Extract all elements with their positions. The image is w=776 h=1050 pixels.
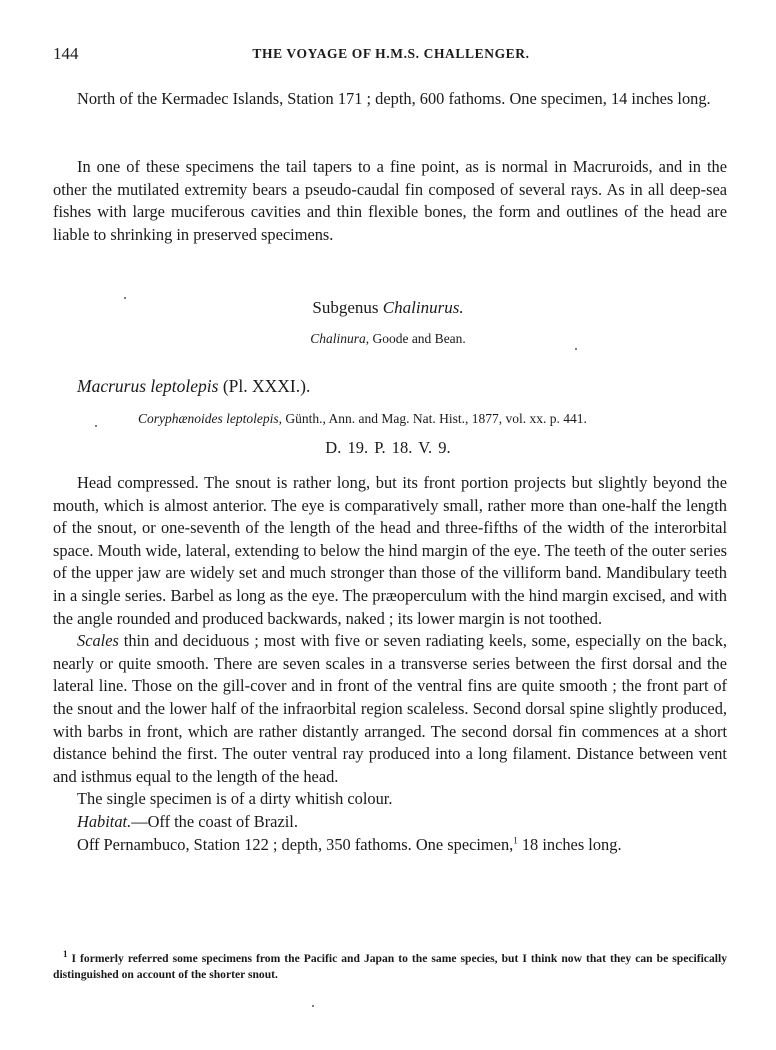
description-scales: [53, 630, 727, 788]
habitat-text: —Off the coast of Brazil.: [131, 811, 298, 831]
habitat-label: Habitat.: [77, 811, 132, 831]
subgenus-synonym-authors: , Goode and Bean.: [365, 331, 466, 346]
paragraph-station-171: North of the Kermadec Islands, Station 171 ; depth, 600 fathoms. One specimen, 14 inches long.: [77, 89, 711, 108]
scales-label: Scales: [77, 631, 119, 651]
subgenus-synonym: [0, 331, 776, 347]
species-plate: (Pl. XXXI.).: [218, 376, 311, 396]
speck-mark: [312, 1005, 314, 1007]
page-number: 144: [53, 44, 79, 63]
description-colour: The single specimen is of a dirty whitish colour.: [77, 789, 393, 809]
species-description: [53, 472, 727, 856]
station-text-end: 18 inches long.: [517, 834, 622, 854]
scales-text: thin and deciduous ; most with five or seven radiating keels, some, especially on the back, nearly or quite smooth. There are seven scales in a transverse series between the first dorsal and the lateral line. Those on the gill-cover and in front of the ventral fins are quite smooth ; the front part of the snout and the lower half of the infraorbital region scaleless. Second dorsal spine slightly produced, with barbs in front, which are rather distantly arranged. The second dorsal fin commences at a short distance behind the first. The outer ventral ray produced into a long filament. Distance between vent and isthmus equal to the length of the head.: [53, 631, 727, 786]
species-heading: [77, 376, 310, 397]
footnote-reference: 1: [513, 835, 518, 846]
synonym-name: Coryphænoides leptolepis: [138, 411, 279, 426]
description-head: Head compressed. The snout is rather long, but its front portion projects but slightly beyond the mouth, which is almost anterior. The eye is comparatively small, rather more than one-half the length of the snout, or one-seventh of the length of the head and three-fifths of the width of the interorbital space. Mouth wide, lateral, extending to below the hind margin of the eye. The teeth of the outer series of the upper jaw are widely set and much stronger than those of the villiform band. Mandibulary teeth in a single series. Barbel as long as the eye. The præoperculum with the hind margin excised, and with the angle rounded and produced backwards, naked ; its lower margin is not toothed.: [53, 473, 727, 628]
footnote-text: I formerly referred some specimens from the Pacific and Japan to the same species, but I think now that they can be specifically distinguished on account of the shorter snout.: [53, 952, 727, 981]
footnote: [53, 951, 727, 983]
paragraph-tail-description: In one of these specimens the tail tapers to a fine point, as is normal in Macruroids, and in the other the mutilated extremity bears a pseudo-caudal fin composed of several rays. As in all deep-sea fishes with large muciferous cavities and thin flexible bones, the form and outlines of the head are liable to shrinking in preserved specimens.: [53, 157, 727, 244]
speck-mark: [95, 425, 97, 427]
page-header: [53, 44, 729, 68]
synonym-citation: , Günth., Ann. and Mag. Nat. Hist., 1877, vol. xx. p. 441.: [278, 411, 587, 426]
station-text: Off Pernambuco, Station 122 ; depth, 350 fathoms. One specimen,: [77, 834, 514, 854]
station-paragraph: [53, 88, 727, 111]
speck-mark: [575, 348, 577, 350]
footnote-marker: 1: [63, 949, 68, 960]
species-name: Macrurus leptolepis: [77, 376, 219, 396]
species-synonymy: [138, 411, 587, 427]
subgenus-synonym-name: Chalinura: [310, 331, 366, 346]
running-title: THE VOYAGE OF H.M.S. CHALLENGER.: [252, 46, 530, 61]
speck-mark: [124, 297, 126, 299]
specimen-paragraph: [53, 156, 727, 246]
description-station: [53, 834, 727, 857]
subgenus-name: Chalinurus.: [382, 298, 464, 317]
subgenus-heading: [0, 298, 776, 318]
subgenus-prefix: Subgenus: [312, 298, 383, 317]
description-habitat: [53, 811, 727, 834]
fin-formula: D. 19. P. 18. V. 9.: [325, 438, 451, 457]
